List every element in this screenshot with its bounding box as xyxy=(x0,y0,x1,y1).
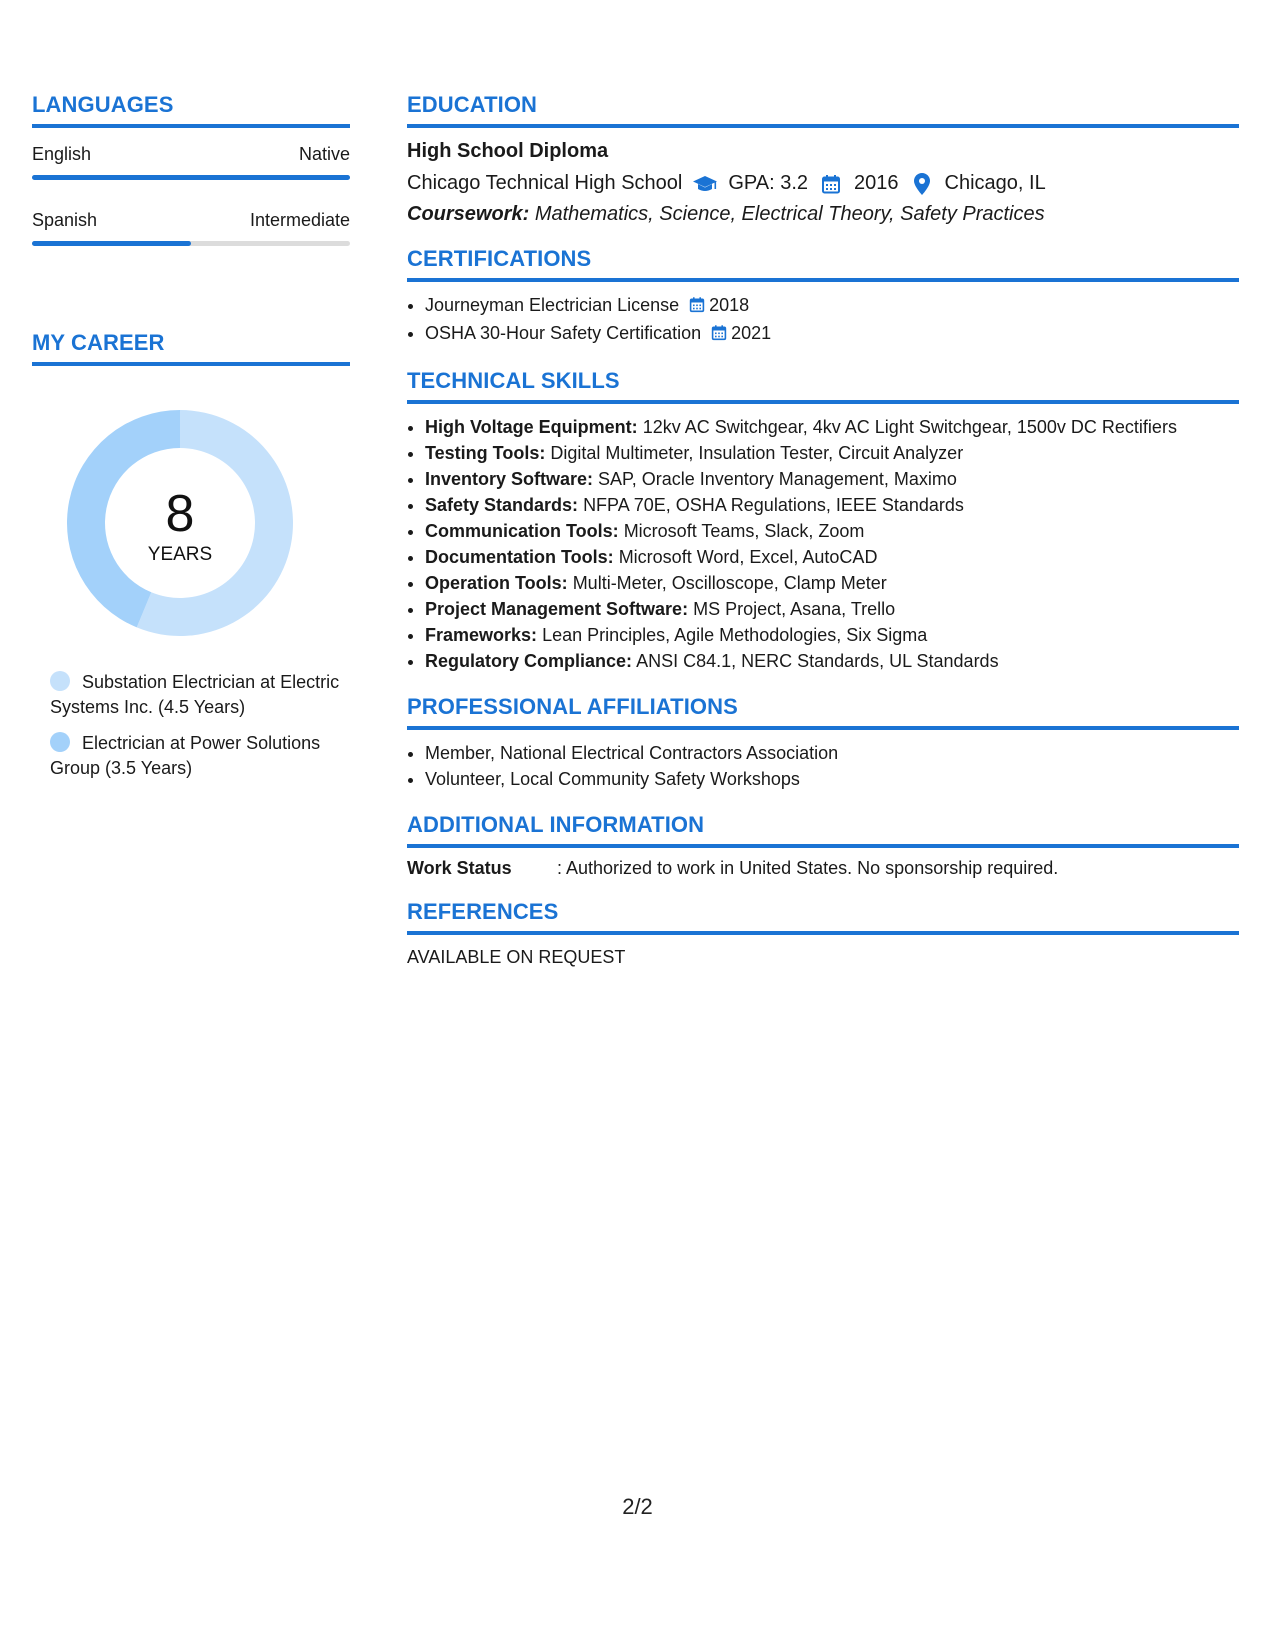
skill-label: Frameworks: xyxy=(425,625,538,645)
language-bar xyxy=(32,241,350,246)
certifications-title: CERTIFICATIONS xyxy=(407,246,1239,282)
skills-section xyxy=(407,368,1239,674)
legend-dot xyxy=(50,671,70,691)
references-text: AVAILABLE ON REQUEST xyxy=(407,947,626,967)
affiliations-list xyxy=(407,740,1239,792)
list-item xyxy=(425,292,1239,320)
skill-value: NFPA 70E, OSHA Regulations, IEEE Standards xyxy=(583,495,964,515)
skills-title: TECHNICAL SKILLS xyxy=(407,368,1239,404)
skill-label: Communication Tools: xyxy=(425,521,619,541)
list-item xyxy=(425,648,1239,674)
skill-label: Documentation Tools: xyxy=(425,547,614,567)
certifications-list xyxy=(407,292,1239,348)
skill-value: ANSI C84.1, NERC Standards, UL Standards xyxy=(636,651,999,671)
work-status-value: : Authorized to work in United States. No sponsorship required. xyxy=(557,858,1059,878)
legend-item xyxy=(50,670,350,720)
additional-row xyxy=(407,858,1239,879)
career-total-years: 8 xyxy=(165,485,195,543)
skill-label: Operation Tools: xyxy=(425,573,568,593)
coursework-label: Coursework: xyxy=(407,203,530,225)
references-section xyxy=(407,899,1239,968)
certification-name: OSHA 30-Hour Safety Certification xyxy=(425,323,702,343)
career-donut-chart xyxy=(67,410,293,636)
location-pin-icon xyxy=(909,173,935,195)
language-item xyxy=(32,210,350,246)
education-coursework xyxy=(407,203,1239,226)
language-item xyxy=(32,144,350,180)
skill-value: Lean Principles, Agile Methodologies, Six Sigma xyxy=(542,625,928,645)
list-item: • Volunteer, Local Community Safety Workshops xyxy=(425,766,1239,792)
list-item xyxy=(425,440,1239,466)
legend-dot xyxy=(50,732,70,752)
skill-value: Microsoft Teams, Slack, Zoom xyxy=(623,521,865,541)
page-number: 2/2 xyxy=(622,1494,653,1519)
education-school: Chicago Technical High School xyxy=(407,172,683,194)
skill-label: High Voltage Equipment: xyxy=(425,417,638,437)
skill-label: Regulatory Compliance: xyxy=(425,651,633,671)
certification-name: Journeyman Electrician License xyxy=(425,295,680,315)
skill-label: Safety Standards: xyxy=(425,495,579,515)
calendar-icon xyxy=(689,294,705,320)
career-title: MY CAREER xyxy=(32,330,350,366)
language-bar xyxy=(32,175,350,180)
list-item xyxy=(425,320,1239,348)
additional-title: ADDITIONAL INFORMATION xyxy=(407,812,1239,848)
legend-label: Electrician at Power Solutions Group (3.5 Years) xyxy=(50,733,321,778)
education-degree: High School Diploma xyxy=(407,140,609,162)
skill-label: Inventory Software: xyxy=(425,469,594,489)
graduation-cap-icon xyxy=(692,173,718,195)
certification-year: 2018 xyxy=(709,295,750,315)
skill-value: Multi-Meter, Oscilloscope, Clamp Meter xyxy=(572,573,887,593)
career-legend xyxy=(50,670,350,781)
list-item xyxy=(425,544,1239,570)
calendar-icon xyxy=(818,173,844,195)
education-title: EDUCATION xyxy=(407,92,1239,128)
list-item xyxy=(425,492,1239,518)
coursework-text: Mathematics, Science, Electrical Theory, Safety Practices xyxy=(534,203,1045,225)
skill-value: 12kv AC Switchgear, 4kv AC Light Switchgear, 1500v DC Rectifiers xyxy=(642,417,1177,437)
skill-label: Testing Tools: xyxy=(425,443,546,463)
education-gpa: GPA: 3.2 xyxy=(728,172,809,194)
career-total-unit: YEARS xyxy=(147,544,213,565)
skill-value: SAP, Oracle Inventory Management, Maximo xyxy=(598,469,957,489)
list-item xyxy=(425,466,1239,492)
language-level: Intermediate xyxy=(249,210,350,230)
references-title: REFERENCES xyxy=(407,899,1239,935)
work-status-label: Work Status xyxy=(407,858,512,878)
legend-label: Substation Electrician at Electric Systems Inc. (4.5 Years) xyxy=(50,672,340,717)
language-level: Native xyxy=(298,144,350,164)
certifications-section xyxy=(407,246,1239,348)
list-item xyxy=(425,596,1239,622)
career-section xyxy=(32,330,350,781)
education-location: Chicago, IL xyxy=(944,172,1046,194)
list-item xyxy=(425,414,1239,440)
skill-value: Microsoft Word, Excel, AutoCAD xyxy=(618,547,878,567)
affiliations-section xyxy=(407,694,1239,792)
language-bar-fill xyxy=(32,175,350,180)
education-details xyxy=(407,172,1239,195)
list-item: • Member, National Electrical Contractors Association xyxy=(425,740,1239,766)
list-item xyxy=(425,518,1239,544)
calendar-icon xyxy=(711,322,727,348)
education-year: 2016 xyxy=(854,172,899,194)
legend-item xyxy=(50,731,350,781)
language-bar-fill xyxy=(32,241,191,246)
skill-value: Digital Multimeter, Insulation Tester, Circuit Analyzer xyxy=(550,443,964,463)
list-item xyxy=(425,622,1239,648)
skill-label: Project Management Software: xyxy=(425,599,689,619)
skill-value: MS Project, Asana, Trello xyxy=(693,599,896,619)
languages-title: LANGUAGES xyxy=(32,92,350,128)
donut-center xyxy=(67,410,293,636)
language-name: Spanish xyxy=(32,210,98,230)
affiliations-title: PROFESSIONAL AFFILIATIONS xyxy=(407,694,1239,730)
additional-section xyxy=(407,812,1239,879)
right-column xyxy=(407,92,1239,968)
left-column xyxy=(32,92,350,792)
skills-list xyxy=(407,414,1239,674)
certification-year: 2021 xyxy=(731,323,772,343)
list-item xyxy=(425,570,1239,596)
language-name: English xyxy=(32,144,92,164)
